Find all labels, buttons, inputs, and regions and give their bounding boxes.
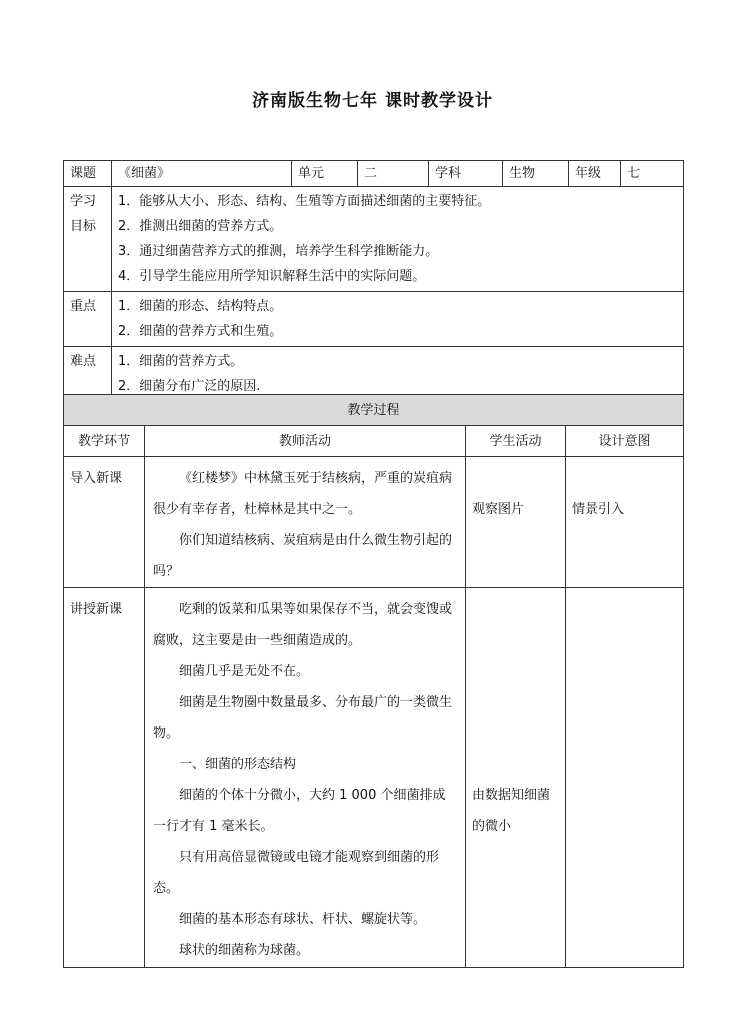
teacher-paragraph: 《红楼梦》中林黛玉死于结核病，严重的炭疽病很少有幸存者，杜樟林是其中之一。: [153, 471, 453, 517]
teacher-paragraph: 细菌的基本形态有球状、杆状、螺旋状等。: [179, 912, 427, 927]
teacher-paragraph: 只有用高倍显微镜或电镜才能观察到细菌的形态。: [153, 850, 440, 896]
student-activity-cell: 由数据知细菌的微小: [466, 588, 566, 968]
key-point-item: 2．细菌的营养方式和生殖。: [118, 324, 283, 339]
topic-value: 《细菌》: [112, 161, 292, 187]
teacher-paragraph: 一、细菌的形态结构: [179, 757, 297, 772]
design-intent-cell: 情景引入: [566, 457, 684, 588]
document-title: 济南版生物七年 课时教学设计: [252, 91, 493, 111]
difficult-points-label: 难点: [64, 347, 112, 402]
goal-item: 1．能够从大小、形态、结构、生殖等方面描述细菌的主要特征。: [118, 194, 491, 209]
goals-label-line-2: 目标: [70, 219, 97, 234]
column-header-student: 学生活动: [466, 426, 566, 457]
difficult-point-item: 2．细菌分布广泛的原因.: [118, 379, 261, 394]
key-points-list: [112, 292, 684, 347]
column-header-stage: 教学环节: [64, 426, 145, 457]
process-header: 教学过程: [64, 395, 684, 426]
goal-item: 2．推测出细菌的营养方式。: [118, 219, 283, 234]
stage-cell: 讲授新课: [64, 588, 145, 968]
teacher-activity-cell: [145, 588, 466, 968]
subject-label: 学科: [429, 161, 503, 187]
grade-label: 年级: [569, 161, 621, 187]
teacher-paragraph: 细菌是生物圈中数量最多、分布最广的一类微生物。: [153, 695, 453, 741]
goals-label: [64, 187, 112, 292]
grade-value: 七: [621, 161, 684, 187]
subject-value: 生物: [503, 161, 569, 187]
key-points-label: 重点: [64, 292, 112, 347]
goal-item: 4．引导学生能应用所学知识解释生活中的实际问题。: [118, 269, 426, 284]
teacher-paragraph: 球状的细菌称为球菌。: [179, 943, 310, 958]
teaching-process-table: [63, 394, 684, 968]
goal-item: 3．通过细菌营养方式的推测，培养学生科学推断能力。: [118, 244, 439, 259]
goals-label-line-1: 学习: [70, 194, 97, 209]
lesson-info-table: [63, 160, 684, 402]
teacher-paragraph: 吃剩的饭菜和瓜果等如果保存不当，就会变馊或腐败，这主要是由一些细菌造成的。: [153, 602, 453, 648]
teacher-paragraph: 细菌的个体十分微小，大约 1 000 个细菌排成一行才有 1 毫米长。: [153, 788, 446, 834]
goals-list: [112, 187, 684, 292]
column-header-intent: 设计意图: [566, 426, 684, 457]
table-row: [64, 588, 684, 968]
difficult-point-item: 1．细菌的营养方式。: [118, 354, 244, 369]
key-point-item: 1．细菌的形态、结构特点。: [118, 299, 283, 314]
column-header-teacher: 教师活动: [145, 426, 466, 457]
table-row: [64, 457, 684, 588]
teacher-activity-cell: [145, 457, 466, 588]
design-intent-cell: [566, 588, 684, 968]
unit-label: 单元: [292, 161, 358, 187]
stage-cell: 导入新课: [64, 457, 145, 588]
teacher-paragraph: 细菌几乎是无处不在。: [179, 664, 310, 679]
teacher-paragraph: 你们知道结核病、炭疽病是由什么微生物引起的吗？: [153, 533, 453, 579]
unit-value: 二: [358, 161, 429, 187]
student-activity-cell: 观察图片: [466, 457, 566, 588]
topic-label: 课题: [64, 161, 112, 187]
